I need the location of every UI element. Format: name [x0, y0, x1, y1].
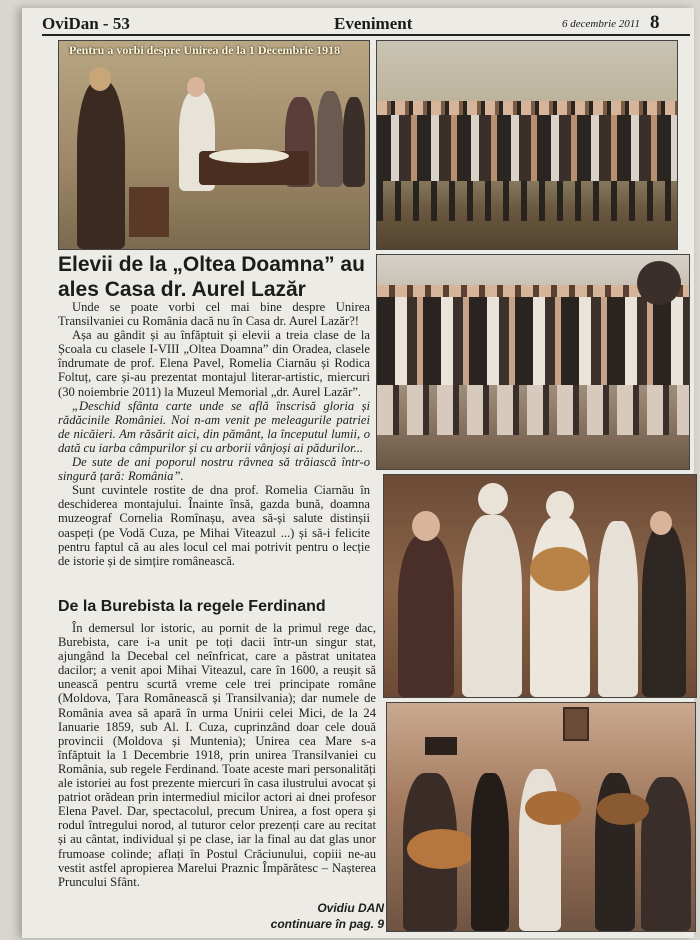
- photo-caption: Pentru a vorbi despre Unirea de la 1 Decembrie 1918: [69, 43, 341, 57]
- article-paragraph: Unde se poate vorbi cel mai bine despre Unirea Transilvaniei cu România dacă nu în Casa dr. Aurel Lazăr?!: [58, 300, 370, 329]
- article-paragraph: „Deschid sfânta carte unde se află înscrisă gloria și rădăcinile României. Noi n-am venit pe meleagurile patriei de nicăieri. Am răsărit aici, din pământ, la începutul lumii, o dată cu iarba câmpurilor și cu arborii vânjoși ai pădurilor...: [58, 398, 370, 455]
- page-header: [42, 12, 692, 34]
- section-name: Eveniment: [334, 14, 413, 33]
- article-paragraph: Sunt cuvintele rostite de dna prof. Romelia Ciarnău în deschiderea montajului. Înainte însă, gazda bună, doamna muzeograf Cornelia Romînașu, avea să-și salute distinșii oaspeți (pe Vodă Cuza, pe Mihai Viteazul ...) și să-i felicite pentru faptul că au ales locul cel mai potrivit pentru o lecție de istorie și de simțire românească.: [58, 483, 370, 568]
- issue-date: 6 decembrie 2011: [562, 18, 640, 30]
- photo-children-costumes: [376, 254, 690, 470]
- article-paragraph: Așa au gândit și au înfăptuit și elevii a treia clase de la Școala cu clasele I-VIII „Oltea Doamna” din Oradea, clasele îndrumate de prof. Elena Pavel, Romelia Ciarnău și Rodica Foltuț, care și-au prezentat montajul literar-artistic, miercuri (30 noiembrie 2011) la Muzeul Memorial „dr. Aurel Lazăr”.: [58, 328, 370, 399]
- article-subheading: De la Burebista la regele Ferdinand: [58, 598, 326, 615]
- header-rule: [42, 34, 690, 36]
- article-body-continued: [58, 621, 376, 889]
- article-paragraph: În demersul lor istoric, au pornit de la primul rege dac, Burebista, care i-a unit pe toți dacii într-un singur stat, ajungând la Decebal cel neînfricat, care a păstrat unitatea dacilor; a venit apoi Mihai Viteazul, care în 1600, a reușit să unească pentru scurtă vreme cele trei principate române (Moldova, Țara Românească și Transilvania); dar numele de România avea să apară în urma Unirii celei Mici, de la 24 Ianuarie 1859, sub Al. I. Cuza, cuprinzând doar cele două provincii (Moldova și Muntenia); Unirea cea Mare s-a înfăptuit la 1 Decembrie 1918, prin unirea Transilvaniei cu România, sub regele Ferdinand. Toate aceste mari personalități ale istoriei au fost prezente miercuri în casa ilustrului avocat și patriot orădean prin intermediul micilor actori ai dnei profesor Elena Pavel. Dar, spectacolul, precum Unirea, a fost opera și rodul întregului norod, al tuturor celor prezenți care au recitat și au cântat, individual și pe clase, iar la final au dat glas unor frumoase colinde; aflați în Postul Crăciunului, copiii ne-au vestit astfel apropierea Marelui Praznic Împărătesc – Nașterea Pruncului Sfânt.: [58, 621, 376, 889]
- photo-museum-room: [58, 40, 370, 250]
- article-author: Ovidiu DAN: [317, 901, 384, 915]
- continuation-note: continuare în pag. 9: [270, 917, 384, 931]
- page-number: 8: [650, 12, 660, 33]
- article-body: [58, 300, 370, 568]
- publication-name: OviDan - 53: [42, 14, 130, 33]
- article-paragraph: De sute de ani poporul nostru râvnea să trăiască într-o singură țară: România”.: [58, 455, 370, 484]
- photo-children-guitars: [386, 702, 696, 932]
- article-title: Elevii de la „Oltea Doamna” au ales Casa dr. Aurel Lazăr: [58, 253, 365, 301]
- photo-children-instruments: [383, 474, 697, 698]
- photo-children-choir: [376, 40, 678, 250]
